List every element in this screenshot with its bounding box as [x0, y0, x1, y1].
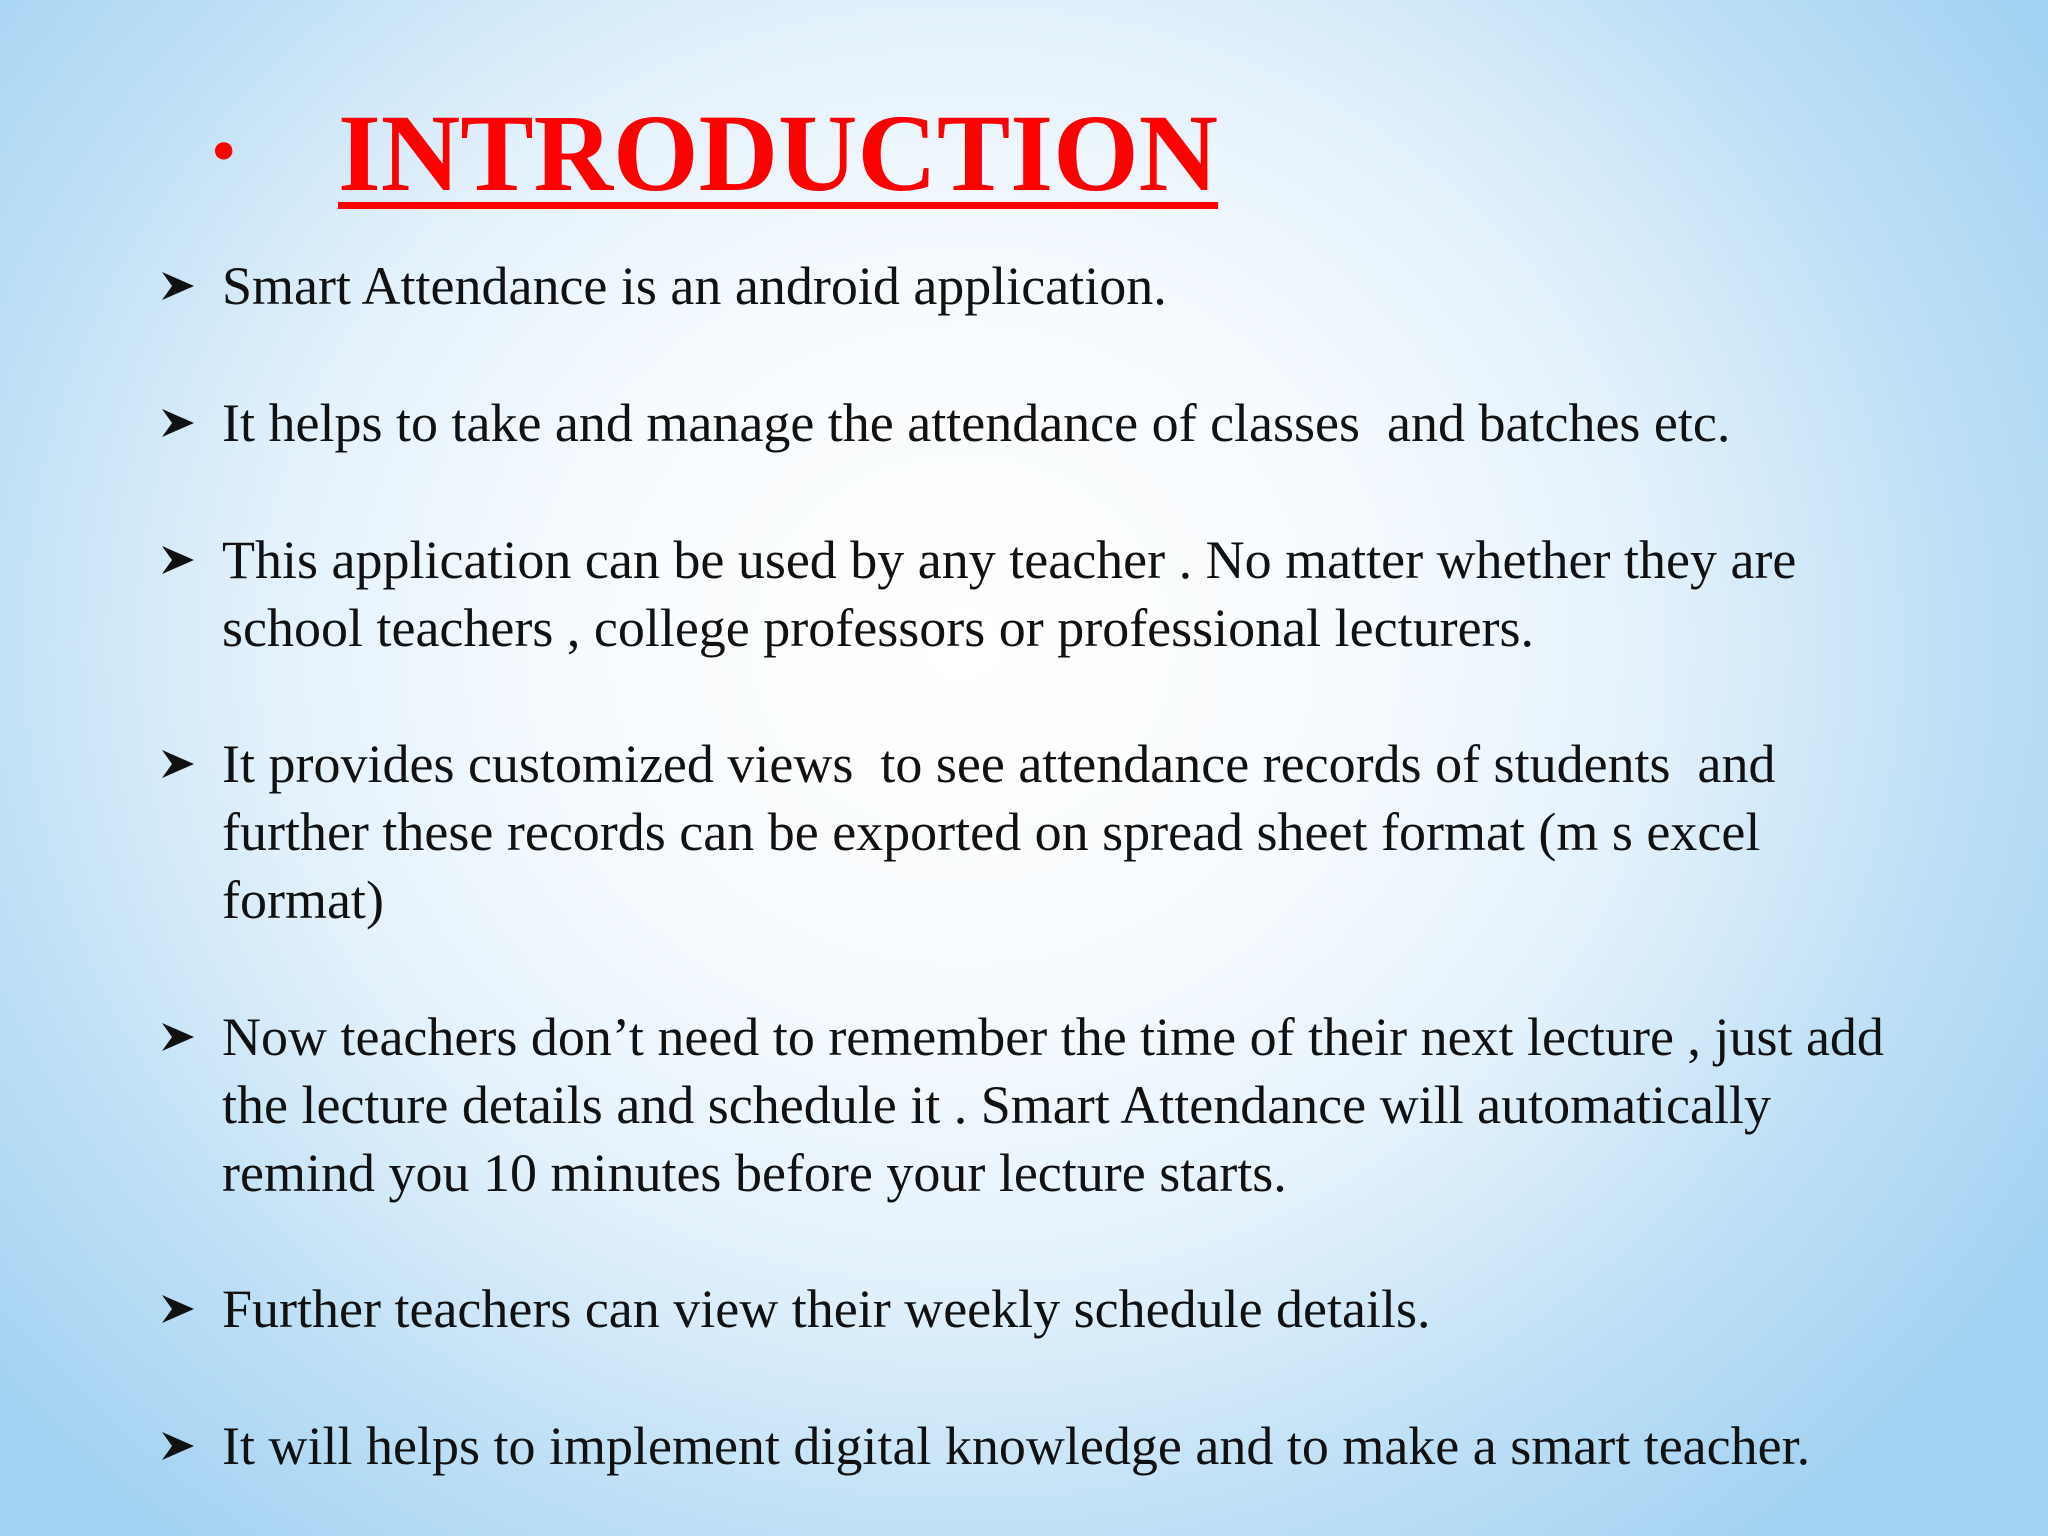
list-item: [160, 1003, 2000, 1207]
list-item: [160, 526, 2000, 662]
arrowhead-bullet-icon: [160, 252, 222, 320]
list-item: [160, 252, 2000, 320]
bullet-dot-icon: •: [206, 118, 242, 188]
list-item: [160, 1275, 2000, 1343]
list-item-text: It provides customized views to see attendance records of students and further these records can be exported on spread sheet format (m s excel format): [222, 734, 1776, 930]
title-row: [206, 88, 1218, 218]
list-item: [160, 1412, 2000, 1480]
arrowhead-bullet-icon: [160, 730, 222, 798]
arrowhead-bullet-icon: [160, 1412, 222, 1480]
list-item-text: Smart Attendance is an android application.: [222, 256, 1167, 316]
list-item-text: Now teachers don’t need to remember the time of their next lecture , just add the lecture details and schedule it . Smart Attendance will automatically remind you 10 minutes before your lecture starts.: [222, 1007, 1884, 1203]
arrowhead-bullet-icon: [160, 389, 222, 457]
list-item-text: It will helps to implement digital knowledge and to make a smart teacher.: [222, 1416, 1811, 1476]
arrowhead-bullet-icon: [160, 1003, 222, 1071]
list-item: [160, 389, 2000, 457]
list-item-text: It helps to take and manage the attendance of classes and batches etc.: [222, 393, 1731, 453]
list-item-text: Further teachers can view their weekly schedule details.: [222, 1279, 1431, 1339]
arrowhead-bullet-icon: [160, 1275, 222, 1343]
list-item: [160, 730, 2000, 934]
list-item-text: This application can be used by any teacher . No matter whether they are school teachers , college professors or professional lecturers.: [222, 530, 1797, 658]
slide-title: INTRODUCTION: [338, 92, 1219, 214]
arrowhead-bullet-icon: [160, 526, 222, 594]
